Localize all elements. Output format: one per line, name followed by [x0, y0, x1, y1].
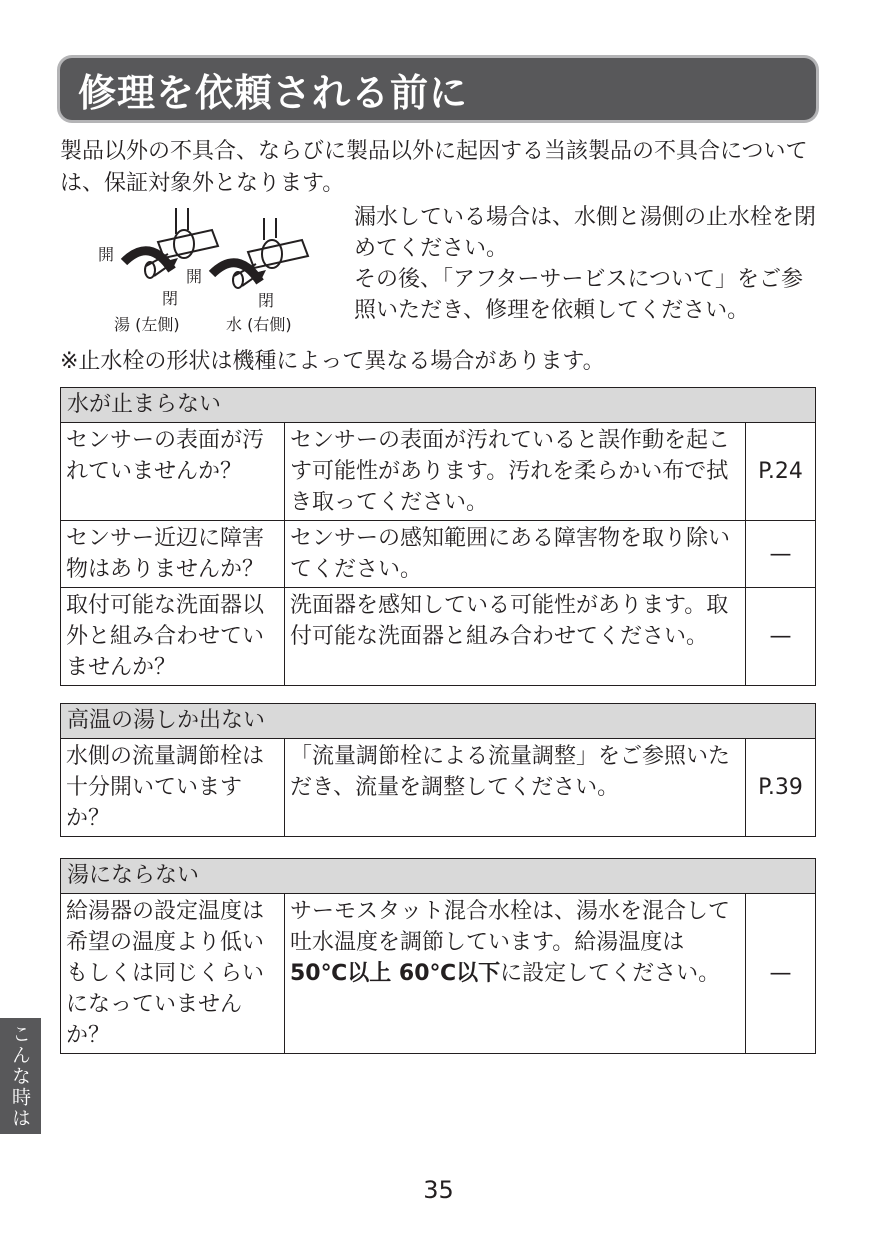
remedy-cell: センサーの感知範囲にある障害物を取り除いてください。 [285, 521, 746, 588]
remedy-cell: 「流量調節栓による流量調整」をご参照いただき、流量を調整してください。 [285, 739, 746, 837]
valve-note: ※止水栓の形状は機種によって異なる場合があります。 [60, 349, 605, 374]
title-bar [60, 58, 816, 120]
chapter-tab: こんな時は [0, 1018, 41, 1134]
page-ref: P.39 [746, 739, 816, 837]
remedy-text: サーモスタット混合水栓は、湯水を混合して吐水温度を調節しています。給湯温度は [290, 899, 731, 955]
page-ref: — [746, 588, 816, 686]
cold-side-label: 水 (右側) [226, 315, 292, 334]
remedy-text-end: に設定してください。 [500, 961, 721, 986]
close-label-hot: 閉 [162, 289, 179, 308]
cause-cell: 給湯器の設定温度は希望の温度より低いもしくは同じくらいになっていませんか？ [61, 894, 285, 1054]
table-row [61, 423, 816, 521]
stop-valve-illustration [88, 200, 318, 340]
open-label-hot: 開 [98, 245, 115, 264]
cause-cell: センサーの表面が汚れていませんか？ [61, 423, 285, 521]
trouble-table-1 [60, 387, 816, 686]
cause-cell: 取付可能な洗面器以外と組み合わせていませんか？ [61, 588, 285, 686]
table-row [61, 588, 816, 686]
page-number: 35 [423, 1176, 454, 1204]
cause-cell: センサー近辺に障害物はありませんか？ [61, 521, 285, 588]
valve-instruction-1: 漏水している場合は、水側と湯側の止水栓を閉めてください。 [354, 205, 817, 261]
cause-cell: 水側の流量調節栓は十分開いていますか？ [61, 739, 285, 837]
table-row [61, 894, 816, 1054]
valve-instructions [354, 202, 819, 326]
section-header: 湯にならない [61, 859, 816, 894]
open-label-cold: 開 [186, 267, 203, 286]
hot-side-label: 湯 (左側) [114, 315, 180, 334]
trouble-table-2 [60, 703, 816, 837]
valve-instruction-2: その後、「アフターサービスについて」をご参照いただき、修理を依頼してください。 [354, 267, 804, 323]
page-ref: P.24 [746, 423, 816, 521]
intro-text: 製品以外の不具合、ならびに製品以外に起因する当該製品の不具合については、保証対象外となります。 [60, 139, 808, 196]
table-row [61, 739, 816, 837]
trouble-table-3 [60, 858, 816, 1054]
section-header: 水が止まらない [61, 388, 816, 423]
remedy-cell: 洗面器を感知している可能性があります。取付可能な洗面器と組み合わせてください。 [285, 588, 746, 686]
page-ref: — [746, 894, 816, 1054]
page-title: 修理を依頼される前に [78, 70, 469, 115]
remedy-cell: センサーの表面が汚れていると誤作動を起こす可能性があります。汚れを柔らかい布で拭き取ってください。 [285, 423, 746, 521]
close-label-cold: 閉 [258, 291, 275, 310]
page-ref: — [746, 521, 816, 588]
section-header: 高温の湯しか出ない [61, 704, 816, 739]
table-row [61, 521, 816, 588]
temperature-range: 50℃以上 60℃以下 [290, 961, 501, 986]
remedy-cell [285, 894, 746, 1054]
